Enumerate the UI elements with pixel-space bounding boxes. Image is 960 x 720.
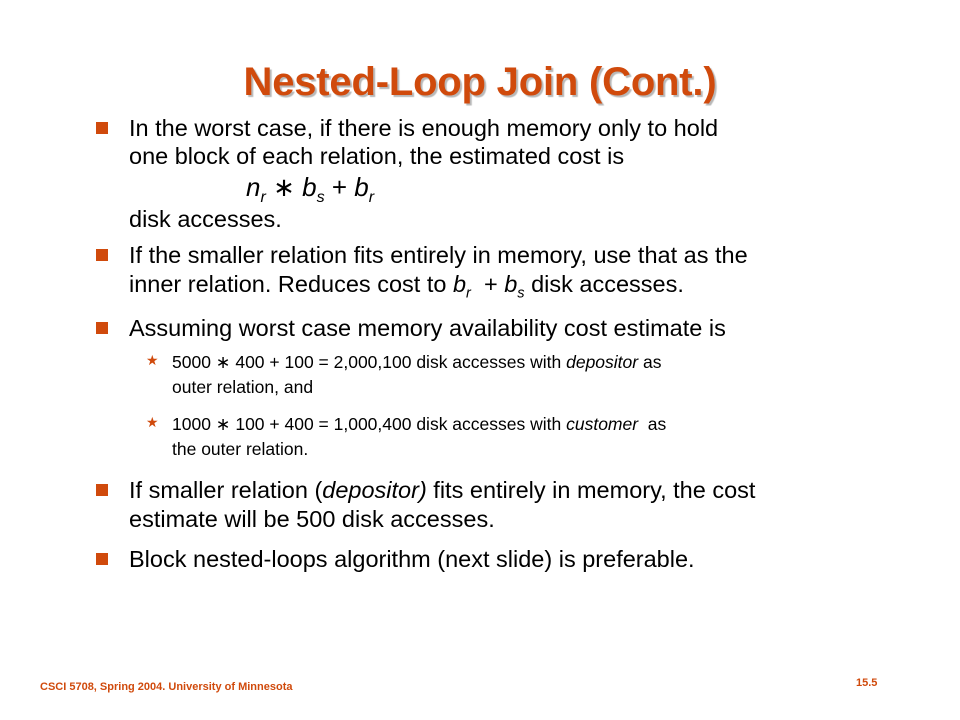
bullet-2-line-1: If the smaller relation fits entirely in memory, use that as the	[129, 242, 748, 268]
bullet-square-icon	[96, 122, 108, 134]
formula-plus: +	[331, 172, 348, 202]
bullet-square-icon	[96, 484, 108, 496]
bullet-square-icon	[96, 249, 108, 261]
bullet-1-line-1: In the worst case, if there is enough memory only to hold	[129, 115, 719, 141]
star-bullet-icon: ★	[146, 352, 159, 368]
sub-bullet-1-line-2: outer relation, and	[172, 377, 314, 397]
cost-formula	[246, 172, 374, 207]
sub-bullet-2-c: as	[638, 414, 667, 434]
sub-bullet-1-line-1	[172, 351, 661, 373]
sub-bullet-1-a: 5000	[172, 352, 216, 372]
sub-bullet-2-b: 100 + 400 = 1,000,400 disk accesses with	[230, 414, 567, 434]
relation-customer: customer	[566, 414, 639, 434]
sub-bullet-2-line-2: the outer relation.	[172, 439, 309, 459]
bullet-square-icon	[96, 553, 108, 565]
bs-sub: s	[517, 285, 525, 302]
bullet-2-plus: +	[470, 271, 505, 297]
formula-times: ∗	[273, 172, 295, 202]
bullet-1-line-3: disk accesses.	[129, 206, 282, 232]
bullet-square-icon	[96, 322, 108, 334]
times-symbol: ∗	[215, 414, 231, 434]
formula-r2-sub: r	[368, 188, 375, 207]
br-sub: r	[466, 285, 471, 302]
bullet-2-text-b: disk accesses.	[524, 271, 684, 297]
bullet-2-text-a: inner relation. Reduces cost to	[129, 271, 453, 297]
bullet-5-text: Block nested-loops algorithm (next slide) is preferable.	[129, 546, 695, 572]
relation-depositor: depositor)	[322, 477, 427, 503]
bs-var: b	[504, 271, 518, 297]
sub-bullet-1-b: 400 + 100 = 2,000,100 disk accesses with	[230, 352, 567, 372]
sub-bullet-2-a: 1000	[172, 414, 216, 434]
formula-r-sub: r	[260, 188, 266, 207]
bullet-2-line-2	[129, 270, 684, 308]
sub-bullet-1-c: as	[638, 352, 662, 372]
bullet-4-line-2: estimate will be 500 disk accesses.	[129, 506, 495, 532]
times-symbol: ∗	[215, 352, 231, 372]
bullet-4-a: If smaller relation (	[129, 477, 323, 503]
star-bullet-icon: ★	[146, 414, 159, 430]
relation-depositor: depositor	[566, 352, 639, 372]
formula-s-sub: s	[316, 188, 325, 207]
slide-title: Nested-Loop Join (Cont.)	[243, 60, 717, 104]
bullet-4-b: fits entirely in memory, the cost	[426, 477, 756, 503]
formula-n: n	[246, 172, 261, 202]
br-var: b	[452, 271, 467, 297]
sub-bullet-2-line-1	[172, 413, 666, 435]
bullet-4-line-1	[129, 476, 755, 504]
footer-course-info: CSCI 5708, Spring 2004. University of Minnesota	[40, 681, 293, 693]
formula-b2: b	[354, 172, 369, 202]
bullet-3-text: Assuming worst case memory availability cost estimate is	[129, 315, 726, 341]
formula-b: b	[302, 172, 317, 202]
bullet-1-line-2: one block of each relation, the estimated cost is	[129, 143, 625, 169]
footer-slide-number: 15.5	[856, 677, 878, 689]
